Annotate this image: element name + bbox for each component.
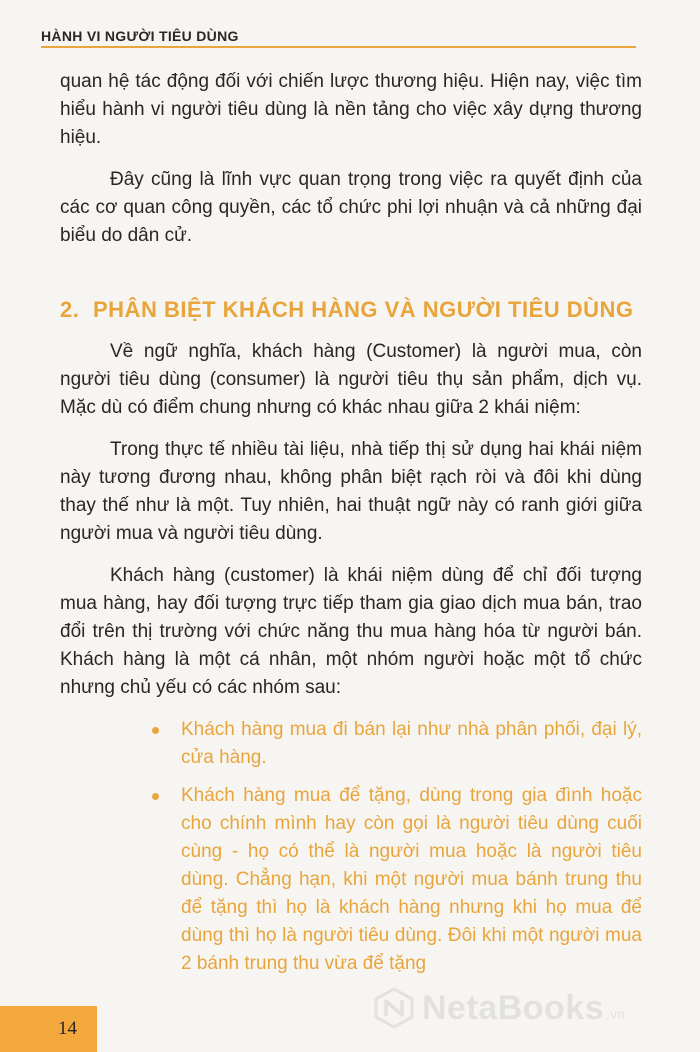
header-rule [41, 46, 636, 48]
watermark-suffix: .vn [606, 1006, 625, 1022]
section-heading [60, 296, 642, 324]
bullet-dot-icon [152, 793, 159, 800]
bullet-text: Khách hàng mua đi bán lại như nhà phân phối, đại lý, cửa hàng. [181, 719, 642, 768]
definition-paragraph: Về ngữ nghĩa, khách hàng (Customer) là người mua, còn người tiêu dùng (consumer) là người tiêu thụ sản phẩm, dịch vụ. Mặc dù có điểm chung nhưng có khác nhau giữa 2 khái niệm: [60, 341, 642, 418]
page-number: 14 [58, 1018, 77, 1039]
section-number: 2. [60, 297, 80, 322]
watermark-brand: NetaBooks [422, 988, 605, 1027]
bullet-text: Khách hàng mua để tặng, dùng trong gia đình hoặc cho chính mình hay còn gọi là người tiêu dùng cuối cùng - họ có thể là người mua hoặc là người tiêu dùng. Chẳng hạn, khi một người mua bánh trung thu để tặng thì họ là khách hàng nhưng khi họ mua để dùng thì họ là người tiêu dùng. Đôi khi một người mua 2 bánh trung thu vừa để tặng [181, 785, 642, 974]
list-item [60, 716, 642, 772]
intro-paragraph-continued: quan hệ tác động đối với chiến lược thương hiệu. Hiện nay, việc tìm hiểu hành vi người tiêu dùng là nền tảng cho việc xây dựng thương hiệu. [60, 71, 642, 148]
customer-paragraph: Khách hàng (customer) là khái niệm dùng để chỉ đối tượng mua hàng, hay đối tượng trực tiếp tham gia giao dịch mua bán, trao đổi trên thị trường với chức năng thu mua hàng hóa từ người bán. Khách hàng là một cá nhân, một nhóm người hoặc một tổ chức nhưng chủ yếu có các nhóm sau: [60, 565, 642, 698]
list-item [60, 782, 642, 978]
running-header: HÀNH VI NGƯỜI TIÊU DÙNG [41, 28, 239, 44]
page-number-box [0, 1006, 97, 1052]
practice-paragraph: Trong thực tế nhiều tài liệu, nhà tiếp thị sử dụng hai khái niệm này tương đương nhau, không phân biệt rạch ròi và đôi khi dùng thay thế như là một. Tuy nhiên, hai thuật ngữ này có ranh giới giữa người mua và người tiêu dùng. [60, 439, 642, 544]
section-title: PHÂN BIỆT KHÁCH HÀNG VÀ NGƯỜI TIÊU DÙNG [93, 297, 634, 322]
page-content [60, 68, 642, 988]
customer-groups-list [60, 716, 642, 978]
intro-paragraph: Đây cũng là lĩnh vực quan trọng trong việc ra quyết định của các cơ quan công quyền, các tổ chức phi lợi nhuận và cả những đại biểu do dân cử. [60, 169, 642, 246]
netabooks-logo-icon [372, 986, 416, 1030]
watermark [372, 986, 625, 1030]
bullet-dot-icon [152, 727, 159, 734]
